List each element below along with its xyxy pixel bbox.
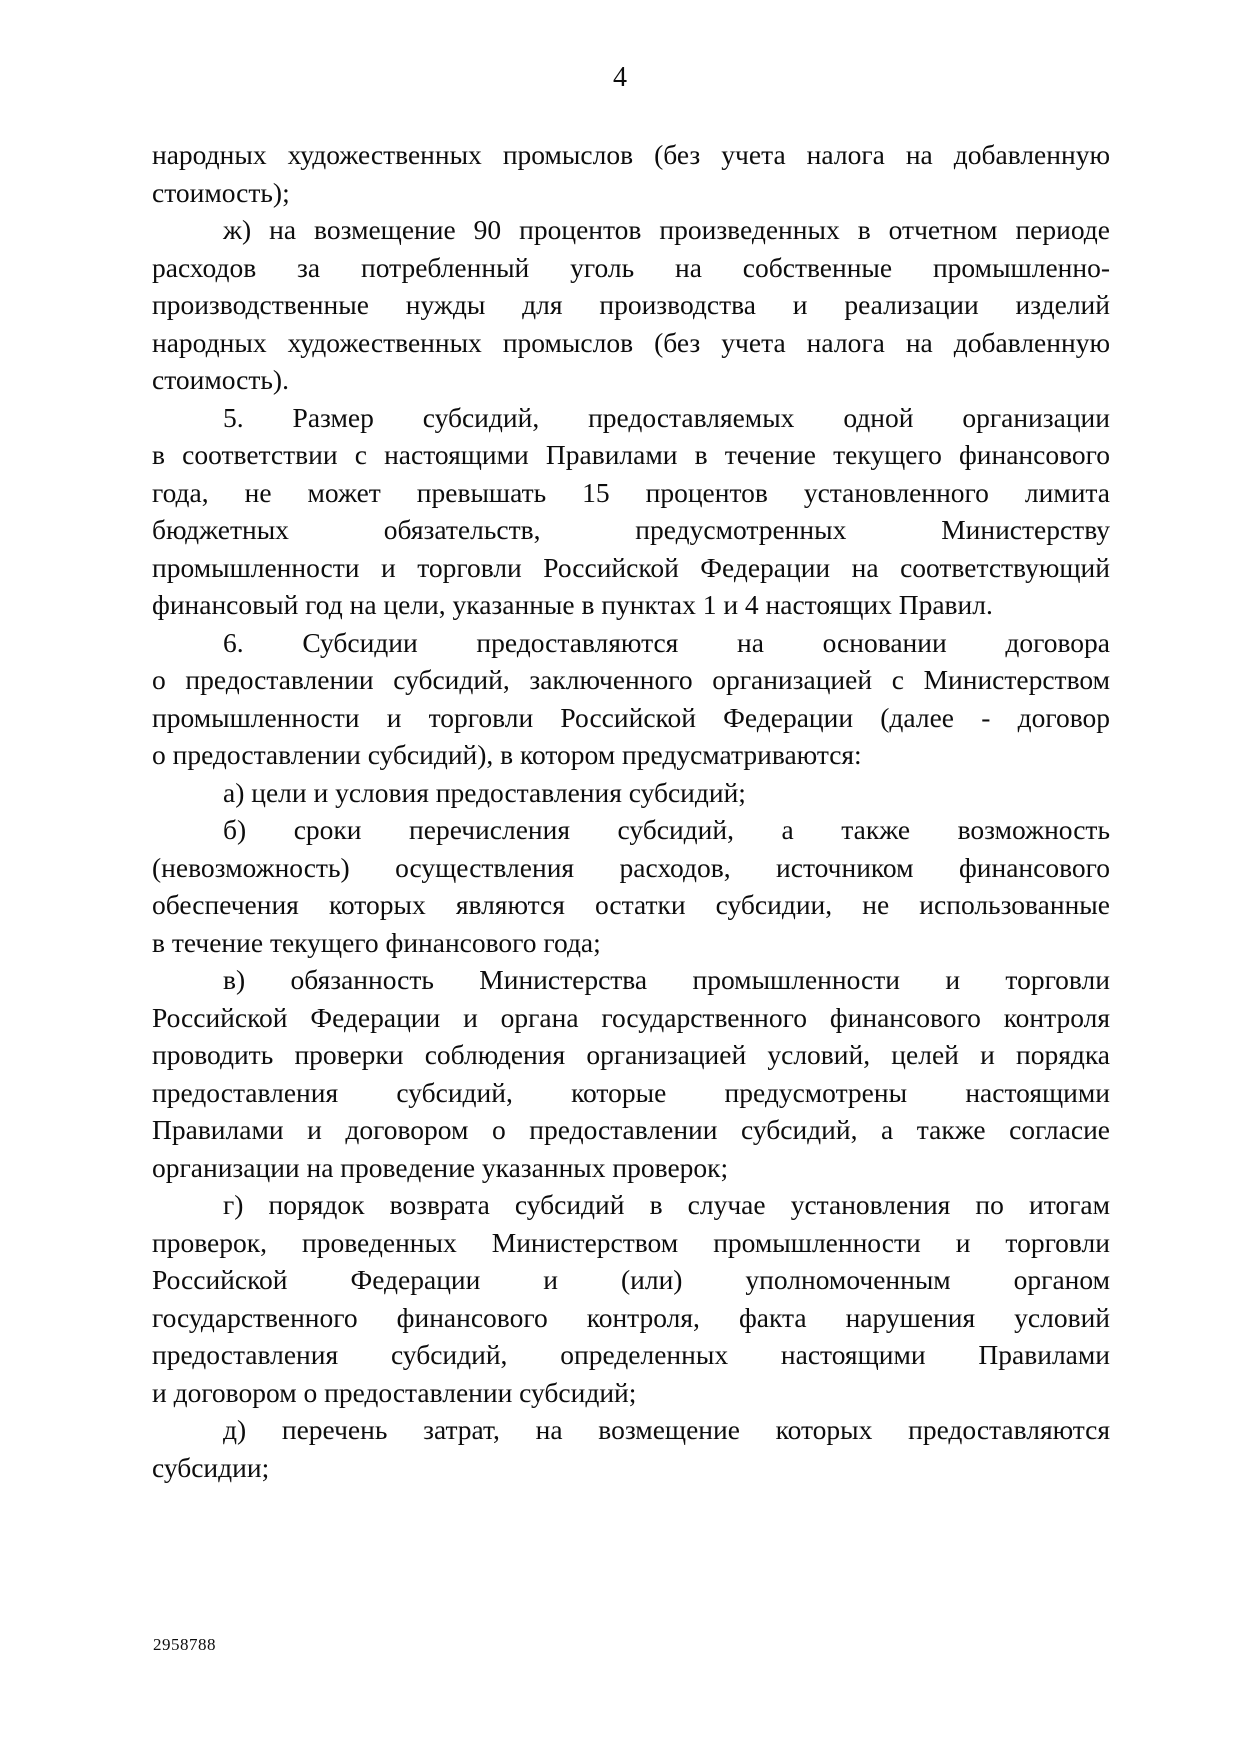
text-line: проверок, проведенных Министерством промышленности и торговли: [152, 1226, 1110, 1258]
text-line: в соответствии с настоящими Правилами в течение текущего финансового: [152, 439, 1110, 470]
text-line: д) перечень затрат, на возмещение которых предоставляются: [223, 1414, 1110, 1445]
footer-document-code: 2958788: [153, 1635, 216, 1654]
text-line: и договором о предоставлении субсидий;: [152, 1376, 637, 1408]
text-line: бюджетных обязательств, предусмотренных Министерству: [152, 514, 1110, 545]
text-line: финансовый год на цели, указанные в пунктах 1 и 4 настоящих Правил.: [152, 589, 993, 620]
text-line: субсидии;: [152, 1451, 270, 1483]
text-line: предоставления субсидий, которые предусмотрены настоящими: [152, 1076, 1110, 1108]
text-line: Российской Федерации и (или) уполномоченным органом: [152, 1264, 1110, 1295]
text-line: промышленности и торговли Российской Федерации на соответствующий: [152, 551, 1110, 583]
text-line: а) цели и условия предоставления субсидий;: [223, 776, 746, 808]
text-line: организации на проведение указанных проверок;: [152, 1151, 729, 1183]
text-line: года, не может превышать 15 процентов установленного лимита: [152, 476, 1110, 508]
text-line: государственного финансового контроля, факта нарушения условий: [152, 1301, 1110, 1333]
text-line: стоимость);: [152, 176, 290, 208]
text-line: б) сроки перечисления субсидий, а также возможность: [223, 814, 1110, 845]
text-line: стоимость).: [152, 364, 289, 395]
text-line: в) обязанность Министерства промышленности и торговли: [223, 964, 1110, 995]
text-line: 5. Размер субсидий, предоставляемых одной организации: [223, 401, 1110, 433]
text-line: обеспечения которых являются остатки субсидии, не использованные: [152, 889, 1110, 920]
text-line: 6. Субсидии предоставляются на основании договора: [223, 626, 1110, 658]
text-line: народных художественных промыслов (без учета налога на добавленную: [152, 139, 1110, 170]
text-line: о предоставлении субсидий), в котором предусматриваются:: [152, 739, 862, 770]
text-line: о предоставлении субсидий, заключенного организацией с Министерством: [152, 664, 1110, 695]
text-line: промышленности и торговли Российской Федерации (далее - договор: [152, 701, 1110, 733]
paragraph-item-a: [152, 774, 1110, 812]
paragraph-item-zh: [152, 211, 1110, 399]
text-line: народных художественных промыслов (без учета налога на добавленную: [152, 326, 1110, 358]
text-line: предоставления субсидий, определенных настоящими Правилами: [152, 1339, 1110, 1370]
paragraph-item-d: [152, 1411, 1110, 1486]
text-line: расходов за потребленный уголь на собственные промышленно-: [152, 251, 1110, 283]
text-line: проводить проверки соблюдения организацией условий, целей и порядка: [152, 1039, 1110, 1070]
paragraph-point-6: [152, 624, 1110, 774]
paragraph-item-v: [152, 961, 1110, 1186]
text-line: Российской Федерации и органа государственного финансового контроля: [152, 1001, 1110, 1033]
text-line: производственные нужды для производства и реализации изделий: [152, 289, 1110, 320]
paragraph-point-5: [152, 399, 1110, 624]
page-number: 4: [613, 62, 627, 93]
paragraph-continuation: [152, 136, 1110, 211]
text-line: Правилами и договором о предоставлении субсидий, а также согласие: [152, 1114, 1110, 1145]
text-line: (невозможность) осуществления расходов, источником финансового: [152, 851, 1110, 883]
text-line: г) порядок возврата субсидий в случае установления по итогам: [223, 1189, 1110, 1220]
paragraph-item-g: [152, 1186, 1110, 1411]
document-body: [152, 136, 1110, 1486]
text-line: в течение текущего финансового года;: [152, 926, 601, 958]
text-line: ж) на возмещение 90 процентов произведенных в отчетном периоде: [223, 214, 1110, 245]
paragraph-item-b: [152, 811, 1110, 961]
